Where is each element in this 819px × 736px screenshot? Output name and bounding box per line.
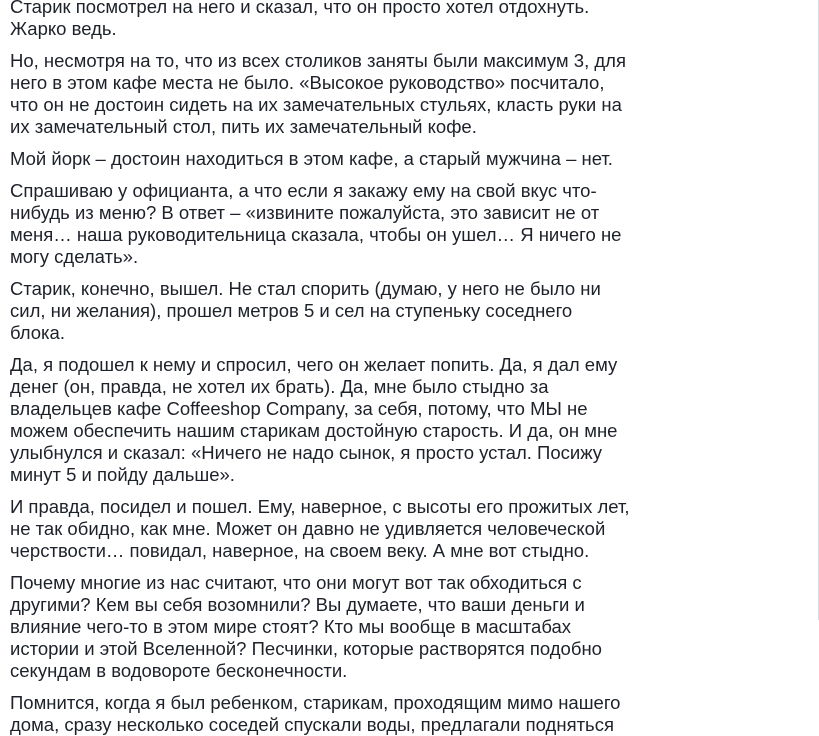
paragraph-5: Старик, конечно, вышел. Не стал спорить (думаю, у него не было ни сил, ни желания), прошел метров 5 и сел на ступеньку соседнего блока. <box>10 278 601 343</box>
paragraph-9: Помнится, когда я был ребенком, старикам, проходящим мимо нашего дома, сразу несколько соседей спускали воды, предлагали подняться <box>10 692 621 735</box>
paragraph-6: Да, я подошел к нему и спросил, чего он желает попить. Да, я дал ему денег (он, правда, не хотел их брать). Да, мне было стыдно за владельцев кафе Coffeeshop Company, за себя, потому, что МЫ не можем обеспечить нашим старикам достойную старость. И да, он мне улыбнулся и сказал: «Ничего не надо сынок, я просто устал. Посижу минут 5 и пойду дальше». <box>10 354 618 485</box>
paragraph-1: Старик посмотрел на него и сказал, что он просто хотел отдохнуть. Жарко ведь. <box>10 0 590 39</box>
paragraph-8: Почему многие из нас считают, что они могут вот так обходиться с другими? Кем вы себя возомнили? Вы думаете, что ваши деньги и влияние чего-то в этом мире стоят? Кто мы вообще в масштабах истории и этой Вселенной? Песчинки, которые растворятся подобно секундам в водовороте бесконечности. <box>10 572 602 681</box>
paragraph-7: И правда, посидел и пошел. Ему, наверное, с высоты его прожитых лет, не так обидно, как мне. Может он давно не удивляется человеческой черствости… повидал, наверное, на своем веку. А мне вот стыдно. <box>10 496 630 561</box>
paragraph-4: Спрашиваю у официанта, а что если я закажу ему на свой вкус что- нибудь из меню? В ответ – «извините пожалуйста, это зависит не от меня… наша руководительница сказала, чтобы он ушел… Я ничего не могу сделать». <box>10 180 622 267</box>
paragraph-2: Но, несмотря на то, что из всех столиков заняты были максимум 3, для него в этом кафе места не было. «Высокое руководство» посчитало, что он не достоин сидеть на их замечательных стульях, класть руки на их замечательный стол, пить их замечательный кофе. <box>10 50 626 137</box>
paragraph-3: Мой йорк – достоин находиться в этом кафе, а старый мужчина – нет. <box>10 148 613 169</box>
